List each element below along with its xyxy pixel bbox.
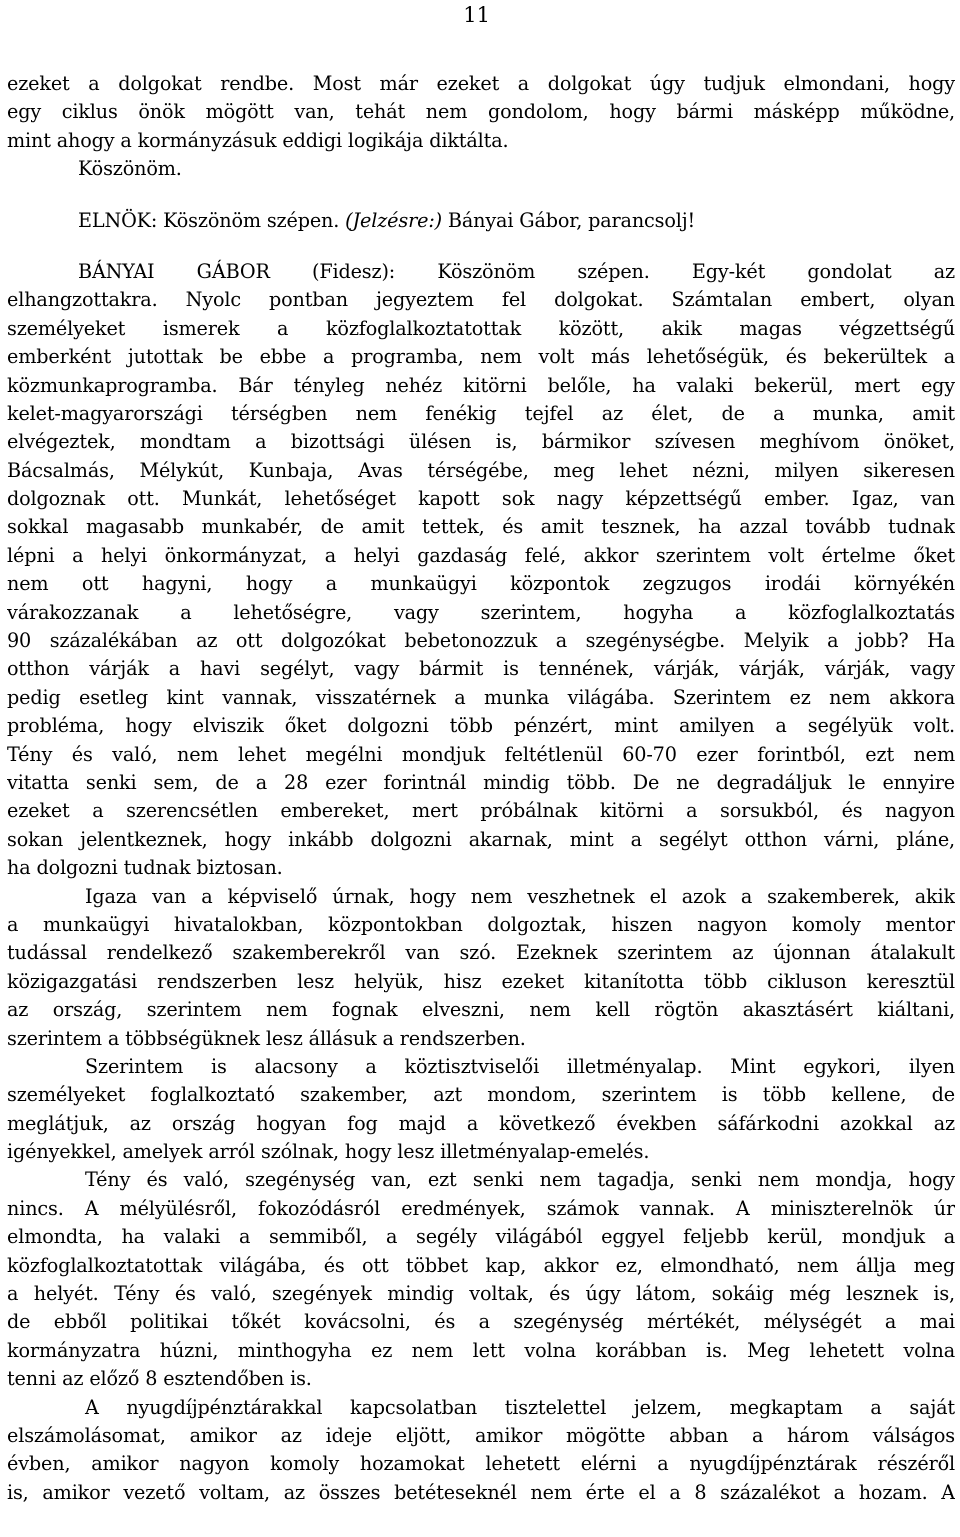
text-line: nincs. A mélyülésről, fokozódásról eredmények, számok vannak. A miniszterelnök úr: [7, 1196, 955, 1220]
speaker-line: [7, 207, 955, 235]
document-body: [7, 70, 955, 1507]
text-line: lépni a helyi önkormányzat, a helyi gazdaság felé, akkor szerintem volt értelme őket: [7, 543, 955, 567]
text-line: egy ciklus önök mögött van, tehát nem gondolom, hogy bármi másképp működne,: [7, 100, 955, 124]
text-line: szerintem a többségüknek lesz állásuk a rendszerben.: [7, 1026, 526, 1050]
text-line: dolgoznak ott. Munkát, lehetőséget kapott sok nagy képzettségű ember. Igaz, van: [7, 487, 955, 511]
text-line: ezeket a szerencsétlen embereket, mert próbálnak kitörni a sorsukból, és nagyon: [7, 799, 955, 823]
text-line: de ebből politikai tőkét kovácsolni, és a szegénység mértékét, mélységét a mai: [7, 1310, 955, 1334]
text-line: az ország, szerintem nem fognak elveszni, nem kell rögtön akasztásért kiáltani,: [7, 998, 955, 1022]
text-line: ha dolgozni tudnak biztosan.: [7, 856, 283, 880]
text-line: közmunkaprogramba. Bár tényleg nehéz kitörni belőle, ha valaki bekerül, mert egy: [7, 373, 955, 397]
text-line: Bácsalmás, Mélykút, Kunbaja, Avas térségébe, meg lehet nézni, milyen sikeresen: [7, 458, 955, 482]
blank-line: [7, 184, 955, 207]
text-line: elszámolásomat, amikor az ideje eljött, amikor mögötte abban a három válságos: [7, 1423, 955, 1447]
text-line: a helyét. Tény és való, szegények mindig voltak, és úgy látom, sokáig még lesznek is,: [7, 1282, 955, 1306]
text-line: tudással rendelkező szakemberekről van szó. Ezeknek szerintem az újonnan átalakult: [7, 941, 955, 965]
text-line: sokan jelentkeznek, hogy inkább dolgozni akarnak, mint a segélyt otthon várni, pláne,: [7, 827, 955, 851]
text-line: probléma, hogy elviszik őket dolgozni több pénzért, mint amilyen a segélyük volt.: [7, 714, 955, 738]
text-line: tenni az előző 8 esztendőben is.: [7, 1367, 312, 1391]
text-line: ezeket a dolgokat rendbe. Most már ezeket a dolgokat úgy tudjuk elmondani, hogy: [7, 72, 955, 95]
blank-line: [7, 235, 955, 258]
text-line: Köszönöm.: [78, 157, 182, 181]
text-line: sokkal magasabb munkabér, de amit tettek, és amit tesznek, ha azzal tovább tudnak: [7, 515, 955, 539]
text-line: emberként jutottak be ebbe a programba, nem volt más lehetőségük, és bekerültek a: [7, 345, 955, 369]
text-line: személyeket ismerek a közfoglalkoztatottak között, akik magas végzettségű: [7, 316, 955, 340]
text-line: BÁNYAI GÁBOR (Fidesz): Köszönöm szépen. Egy-két gondolat az: [78, 259, 955, 283]
text-line: nem ott hagyni, hogy a munkaügyi központok zegzugos irodái környékén: [7, 572, 955, 596]
text-line: a munkaügyi hivatalokban, központokban dolgoztak, hiszen nagyon komoly mentor: [7, 912, 955, 936]
speaker-text: Bányai Gábor, parancsolj!: [441, 208, 696, 232]
text-line: évben, amikor nagyon komoly hozamokat lehetett elérni a nyugdíjpénztárak részéről: [7, 1452, 955, 1476]
speaker-text: ELNÖK: Köszönöm szépen.: [78, 208, 346, 232]
text-line: elhangzottakra. Nyolc pontban jegyeztem fel dolgokat. Számtalan embert, olyan: [7, 288, 955, 312]
text-line: várakozzanak a lehetőségre, vagy szerintem, hogyha a közfoglalkoztatás: [7, 600, 955, 624]
text-line: A nyugdíjpénztárakkal kapcsolatban tisztelettel jelzem, megkaptam a saját: [85, 1395, 955, 1419]
text-line: közigazgatási rendszerben lesz helyük, hisz ezeket kitanította több cikluson keresztül: [7, 969, 955, 993]
text-line: igényekkel, amelyek arról szólnak, hogy lesz illetményalap-emelés.: [7, 1140, 650, 1164]
text-line: Tény és való, szegénység van, ezt senki nem tagadja, senki nem mondja, hogy: [85, 1168, 955, 1192]
text-line: mint ahogy a kormányzásuk eddigi logikája diktálta.: [7, 128, 509, 152]
text-line: pedig esetleg kint vannak, visszatérnek a munka világába. Szerintem ez nem akkora: [7, 685, 955, 709]
text-line: elvégeztek, mondtam a bizottsági ülésen is, bármikor szívesen meghívom önöket,: [7, 430, 955, 454]
text-line: Igaza van a képviselő úrnak, hogy nem veszhetnek el azok a szakemberek, akik: [85, 884, 955, 908]
text-line: kelet-magyarországi térségben nem fenékig tejfel az élet, de a munka, amit: [7, 401, 955, 425]
text-line: vitatta senki sem, de a 28 ezer forintnál mindig több. De ne degradáljuk le ennyire: [7, 770, 955, 794]
stage-direction: (Jelzésre:): [345, 208, 442, 232]
text-line: Tény és való, nem lehet megélni mondjuk feltétlenül 60-70 ezer forintból, ezt nem: [7, 742, 955, 766]
page-number: 11: [463, 3, 490, 27]
text-line: is, amikor vezető voltam, az összes betéteseknél nem érte el a 8 százalékot a hozam. A: [7, 1480, 955, 1504]
text-line: 90 százalékában az ott dolgozókat bebetonozzuk a szegénységbe. Melyik a jobb? Ha: [7, 629, 955, 653]
text-line: személyeket foglalkoztató szakember, azt mondom, szerintem is több kellene, de: [7, 1083, 955, 1107]
text-line: meglátjuk, az ország hogyan fog majd a következő években sáfárkodni azokkal az: [7, 1111, 955, 1135]
text-line: elmondta, ha valaki a semmiből, a segély világából eggyel feljebb kerül, mondjuk a: [7, 1225, 955, 1249]
text-line: közfoglalkoztatottak világába, és ott többet kap, akkor ez, elmondható, nem állja meg: [7, 1253, 955, 1277]
text-line: Szerintem is alacsony a köztisztviselői illetményalap. Mint egykori, ilyen: [85, 1054, 955, 1078]
text-line: otthon várják a havi segélyt, vagy bármit is tennének, várják, várják, várják, vagy: [7, 657, 955, 681]
text-line: kormányzatra húzni, minthogyha ez nem lett volna korábban is. Meg lehetett volna: [7, 1338, 955, 1362]
